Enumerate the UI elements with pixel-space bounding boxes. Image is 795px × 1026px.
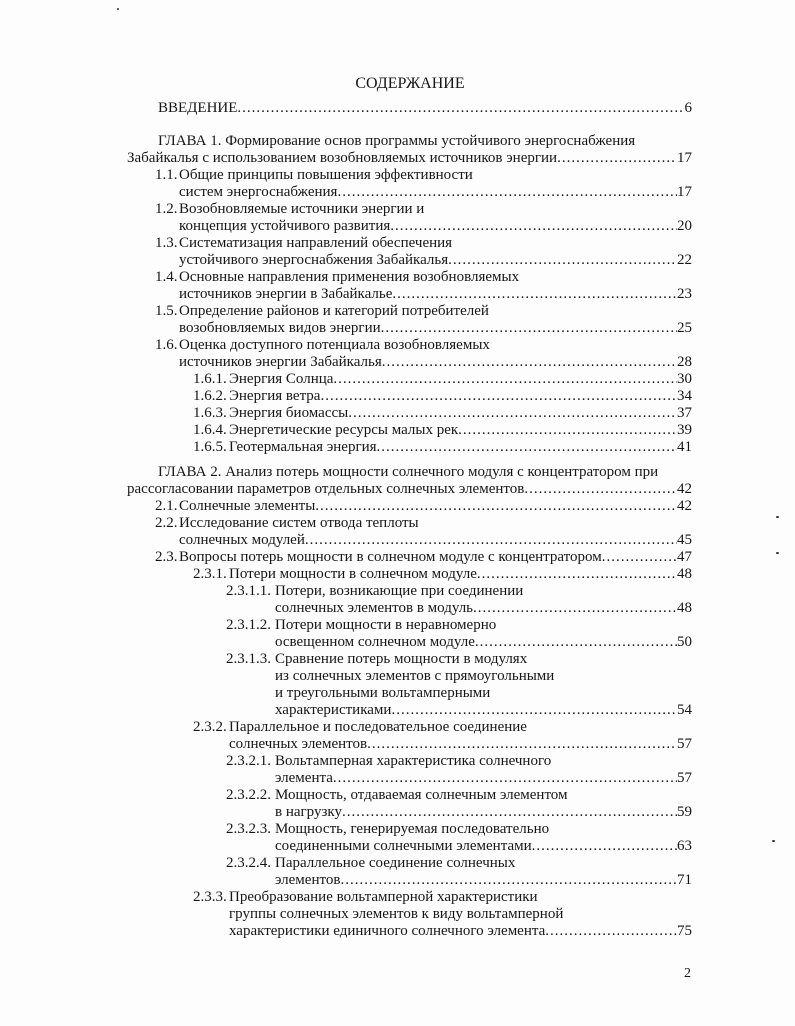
entry-page-number: 42 xyxy=(677,498,692,514)
dot-leader xyxy=(315,497,677,515)
dot-leader xyxy=(320,387,677,405)
dot-leader xyxy=(390,217,677,235)
entry-number: 1.6. xyxy=(155,337,178,353)
entry-number: 1.6.4. xyxy=(193,422,227,438)
entry-text-line: элементов xyxy=(275,872,341,888)
page-number: 2 xyxy=(684,966,691,981)
entry-text-line: ГЛАВА 1. Формирование основ программы устойчивого энергоснабжения xyxy=(158,133,636,149)
entry-number: 2.3.2.2. xyxy=(226,787,271,803)
entry-number: 2.3.1.2. xyxy=(226,617,271,633)
dot-leader xyxy=(473,599,677,617)
toc-entry-row[interactable] xyxy=(229,438,692,456)
scan-speck xyxy=(776,516,779,518)
entry-number: 1.6.1. xyxy=(193,371,227,387)
entry-text-line: устойчивого энергоснабжения Забайкалья xyxy=(179,252,449,268)
entry-text-line: группы солнечных элементов к виду вольтамперной xyxy=(229,906,564,922)
toc-entry-row[interactable] xyxy=(179,285,692,303)
toc-entry-row[interactable] xyxy=(229,421,692,439)
entry-page-number: 41 xyxy=(677,439,692,455)
entry-text-line: Параллельное и последовательное соединение xyxy=(229,719,527,735)
dot-leader xyxy=(337,183,677,201)
entry-text-line: Мощность, генерируемая последовательно xyxy=(275,821,550,837)
entry-number: 2.3.2. xyxy=(193,719,227,735)
entry-page-number: 57 xyxy=(677,770,692,786)
entry-text-line: характеристиками xyxy=(275,702,392,718)
entry-number: 2.2. xyxy=(155,515,178,531)
entry-page-number: 17 xyxy=(677,150,692,166)
toc-entry-row[interactable] xyxy=(179,531,692,549)
dot-leader xyxy=(305,531,677,549)
dot-leader xyxy=(524,480,677,498)
entry-text-line: солнечных модулей xyxy=(179,532,305,548)
entry-page-number: 54 xyxy=(677,702,692,718)
entry-text-line: Энергетические ресурсы малых рек xyxy=(229,422,459,438)
entry-text-line: Энергия Солнца xyxy=(229,371,334,387)
entry-text-line: Параллельное соединение солнечных xyxy=(275,855,516,871)
toc-entry-row[interactable] xyxy=(127,480,692,498)
entry-text-line: Основные направления применения возобновляемых xyxy=(179,269,520,285)
entry-number: 2.1. xyxy=(155,498,178,514)
dot-leader xyxy=(448,251,677,269)
entry-text-line: Оценка доступного потенциала возобновляемых xyxy=(179,337,490,353)
entry-text-line: Систематизация направлений обеспечения xyxy=(179,235,453,251)
entry-page-number: 28 xyxy=(677,354,692,370)
entry-number: 1.5. xyxy=(155,303,178,319)
entry-text-line: Вольтамперная характеристика солнечного xyxy=(275,753,552,769)
dot-leader xyxy=(532,837,677,855)
toc-entry-row[interactable] xyxy=(229,387,692,405)
entry-page-number: 6 xyxy=(684,100,692,116)
scan-speck xyxy=(776,552,779,554)
entry-number: 2.3.2.4. xyxy=(226,855,271,871)
entry-number: 1.1. xyxy=(155,167,178,183)
entry-text-line: соединенными солнечными элементами xyxy=(275,838,532,854)
dot-leader xyxy=(477,565,677,583)
entry-text-line: Исследование систем отвода теплоты xyxy=(179,515,419,531)
entry-page-number: 23 xyxy=(677,286,692,302)
toc-title: СОДЕРЖАНИЕ xyxy=(355,75,465,92)
toc-entry-row[interactable] xyxy=(127,149,692,167)
dot-leader xyxy=(458,421,677,439)
entry-number: 2.3. xyxy=(155,549,178,565)
entry-page-number: 59 xyxy=(677,804,692,820)
entry-number: 1.4. xyxy=(155,269,178,285)
entry-page-number: 63 xyxy=(677,838,692,854)
toc-entry-row[interactable] xyxy=(275,599,692,617)
entry-text-line: Возобновляемые источники энергии и xyxy=(179,201,425,217)
toc-entry-row[interactable] xyxy=(229,565,692,583)
entry-text-line: Энергия биомассы xyxy=(229,405,349,421)
toc-entry-row[interactable] xyxy=(275,803,692,821)
dot-leader xyxy=(237,99,684,117)
dot-leader xyxy=(348,404,677,422)
toc-entry-row[interactable] xyxy=(179,251,692,269)
entry-text-line: систем энергоснабжения xyxy=(179,184,338,200)
entry-page-number: 30 xyxy=(677,371,692,387)
entry-text-line: Сравнение потерь мощности в модулях xyxy=(275,651,528,667)
entry-text-line: ВВЕДЕНИЕ xyxy=(158,100,238,116)
entry-page-number: 71 xyxy=(677,872,692,888)
toc-entry-row[interactable] xyxy=(179,217,692,235)
toc-entry-row[interactable] xyxy=(275,633,692,651)
toc-entry-row[interactable] xyxy=(179,319,692,337)
entry-page-number: 34 xyxy=(677,388,692,404)
entry-page-number: 22 xyxy=(677,252,692,268)
entry-page-number: 42 xyxy=(677,481,692,497)
entry-text-line: концепция устойчивого развития xyxy=(179,218,391,234)
toc-entry-row[interactable] xyxy=(275,701,692,719)
entry-text-line: Забайкалья с использованием возобновляемых источников энергии xyxy=(127,150,558,166)
entry-text-line: Потери мощности в солнечном модуле xyxy=(229,566,477,582)
entry-text-line: Преобразование вольтамперной характеристики xyxy=(229,889,538,905)
entry-page-number: 17 xyxy=(677,184,692,200)
entry-page-number: 45 xyxy=(677,532,692,548)
entry-page-number: 50 xyxy=(677,634,692,650)
dot-leader xyxy=(333,769,677,787)
entry-number: 2.3.1.3. xyxy=(226,651,271,667)
entry-text-line: Потери, возникающие при соединении xyxy=(275,583,524,599)
toc-entry-row[interactable] xyxy=(229,370,692,388)
dot-leader xyxy=(333,370,677,388)
entry-number: 1.2. xyxy=(155,201,178,217)
dot-leader xyxy=(342,803,677,821)
dot-leader xyxy=(381,319,677,337)
dot-leader xyxy=(392,285,677,303)
entry-page-number: 20 xyxy=(677,218,692,234)
entry-text-line: характеристики единичного солнечного элемента xyxy=(229,923,546,939)
entry-page-number: 75 xyxy=(677,923,692,939)
dot-leader xyxy=(377,438,677,456)
entry-page-number: 48 xyxy=(677,600,692,616)
entry-text-line: источников энергии в Забайкалье xyxy=(179,286,393,302)
entry-page-number: 25 xyxy=(677,320,692,336)
entry-text-line: освещенном солнечном модуле xyxy=(275,634,475,650)
entry-text-line: в нагрузку xyxy=(275,804,342,820)
entry-number: 1.3. xyxy=(155,235,178,251)
entry-number: 2.3.1. xyxy=(193,566,227,582)
dot-leader xyxy=(382,353,677,371)
entry-text-line: возобновляемых видов энергии xyxy=(179,320,381,336)
toc-entry-row[interactable] xyxy=(179,183,692,201)
entry-text-line: источников энергии Забайкалья xyxy=(179,354,382,370)
entry-text-line: Вопросы потерь мощности в солнечном модуле с концентратором xyxy=(179,549,602,565)
entry-text-line: Определение районов и категорий потребителей xyxy=(179,303,489,319)
entry-page-number: 37 xyxy=(677,405,692,421)
entry-text-line: Потери мощности в неравномерно xyxy=(275,617,497,633)
entry-text-line: солнечных элементов xyxy=(229,736,368,752)
entry-number: 1.6.2. xyxy=(193,388,227,404)
entry-text-line: элемента xyxy=(275,770,333,786)
entry-page-number: 48 xyxy=(677,566,692,582)
entry-text-line: Мощность, отдаваемая солнечным элементом xyxy=(275,787,568,803)
entry-text-line: Солнечные элементы xyxy=(179,498,316,514)
toc-entry-row[interactable] xyxy=(275,837,692,855)
dot-leader xyxy=(545,922,677,940)
entry-number: 1.6.5. xyxy=(193,439,227,455)
toc-entry-row[interactable] xyxy=(229,404,692,422)
scan-speck xyxy=(772,840,775,842)
entry-text-line: ГЛАВА 2. Анализ потерь мощности солнечного модуля с концентратором при xyxy=(158,464,659,480)
toc-entry-row[interactable] xyxy=(229,922,692,940)
toc-entry-row[interactable] xyxy=(275,871,692,889)
dot-leader xyxy=(391,701,677,719)
entry-page-number: 47 xyxy=(677,549,692,565)
toc-entry-row[interactable] xyxy=(179,548,692,566)
entry-page-number: 57 xyxy=(677,736,692,752)
dot-leader xyxy=(367,735,677,753)
entry-number: 2.3.2.3. xyxy=(226,821,271,837)
dot-leader xyxy=(557,149,677,167)
entry-text-line: из солнечных элементов с прямоугольными xyxy=(275,668,555,684)
toc-entry-row[interactable] xyxy=(275,769,692,787)
toc-entry-row[interactable] xyxy=(158,99,692,117)
toc-entry-row[interactable] xyxy=(179,497,692,515)
dot-leader xyxy=(475,633,677,651)
dot-leader xyxy=(340,871,677,889)
toc-entry-row[interactable] xyxy=(179,353,692,371)
entry-number: 2.3.1.1. xyxy=(226,583,271,599)
entry-number: 2.3.2.1. xyxy=(226,753,271,769)
entry-number: 1.6.3. xyxy=(193,405,227,421)
entry-text-line: Энергия ветра xyxy=(229,388,321,404)
entry-text-line: Общие принципы повышения эффективности xyxy=(179,167,473,183)
entry-text-line: рассогласовании параметров отдельных солнечных элементов xyxy=(127,481,525,497)
scan-speck xyxy=(117,8,119,10)
entry-text-line: и треугольными вольтамперными xyxy=(275,685,491,701)
entry-text-line: солнечных элементов в модуль xyxy=(275,600,474,616)
entry-page-number: 39 xyxy=(677,422,692,438)
dot-leader xyxy=(602,548,677,566)
toc-entry-row[interactable] xyxy=(229,735,692,753)
entry-number: 2.3.3. xyxy=(193,889,227,905)
entry-text-line: Геотермальная энергия xyxy=(229,439,377,455)
